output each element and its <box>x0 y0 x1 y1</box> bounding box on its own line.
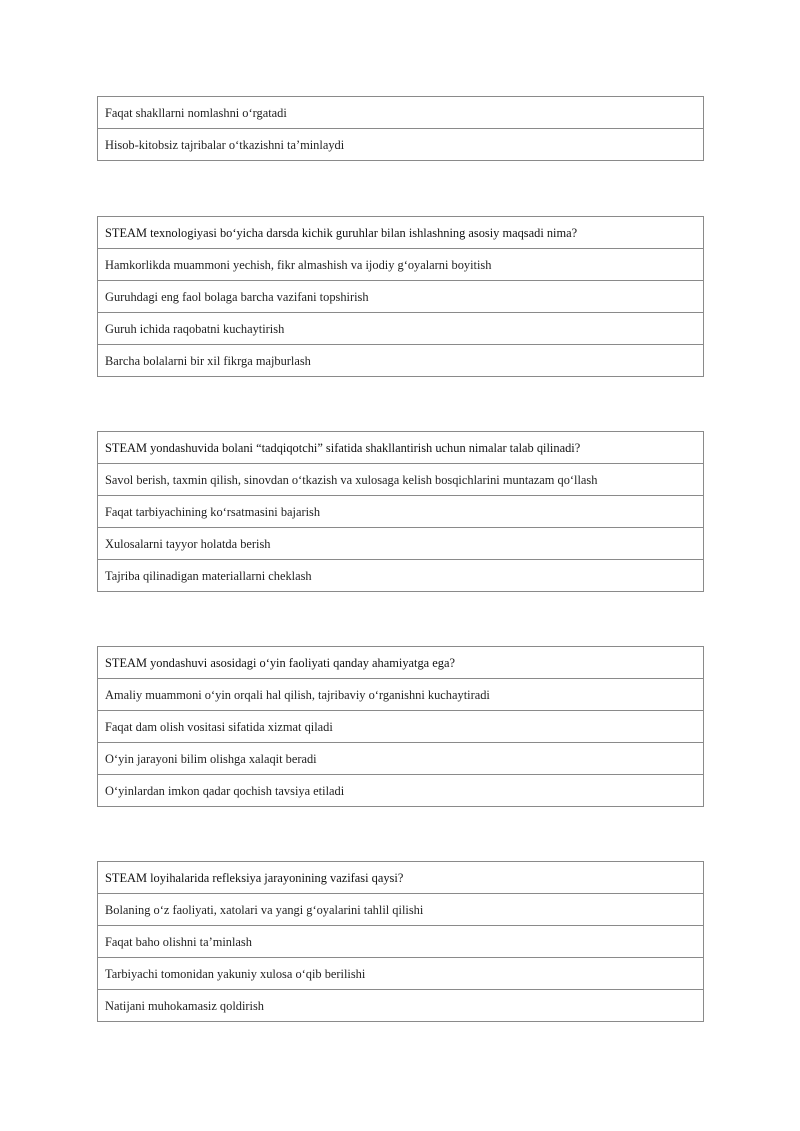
question-row <box>98 862 704 894</box>
answer-option <box>98 679 704 711</box>
answer-option-text: Faqat tarbiyachining koʻrsatmasini bajarish <box>98 496 704 528</box>
question-block-0 <box>97 96 704 161</box>
answer-option-text: Guruh ichida raqobatni kuchaytirish <box>98 313 704 345</box>
answer-option <box>98 528 704 560</box>
question-text: STEAM loyihalarida refleksiya jarayonining vazifasi qaysi? <box>98 862 704 894</box>
question-row <box>98 647 704 679</box>
answer-option <box>98 313 704 345</box>
answer-option <box>98 560 704 592</box>
answer-option-text: Tarbiyachi tomonidan yakuniy xulosa oʻqib berilishi <box>98 958 704 990</box>
answer-option <box>98 345 704 377</box>
answer-option-text: Xulosalarni tayyor holatda berish <box>98 528 704 560</box>
answer-option <box>98 926 704 958</box>
question-text: STEAM yondashuvi asosidagi oʻyin faoliyati qanday ahamiyatga ega? <box>98 647 704 679</box>
answer-option <box>98 281 704 313</box>
answer-option <box>98 711 704 743</box>
question-text: STEAM yondashuvida bolani “tadqiqotchi” sifatida shakllantirish uchun nimalar talab qilinadi? <box>98 432 704 464</box>
answer-option-text: Barcha bolalarni bir xil fikrga majburlash <box>98 345 704 377</box>
question-block-3 <box>97 646 704 807</box>
answer-option-text: Tajriba qilinadigan materiallarni cheklash <box>98 560 704 592</box>
answer-option <box>98 990 704 1022</box>
answer-option-text: Oʻyinlardan imkon qadar qochish tavsiya etiladi <box>98 775 704 807</box>
question-row <box>98 217 704 249</box>
answer-option-text: Guruhdagi eng faol bolaga barcha vazifani topshirish <box>98 281 704 313</box>
answer-option-text: Bolaning oʻz faoliyati, xatolari va yangi gʻoyalarini tahlil qilishi <box>98 894 704 926</box>
question-block-4 <box>97 861 704 1022</box>
answer-option-text: Natijani muhokamasiz qoldirish <box>98 990 704 1022</box>
answer-option <box>98 129 704 161</box>
answer-option <box>98 775 704 807</box>
answer-option-text: Faqat dam olish vositasi sifatida xizmat qiladi <box>98 711 704 743</box>
answer-option-text: Hisob-kitobsiz tajribalar oʻtkazishni ta’minlaydi <box>98 129 704 161</box>
question-block-2 <box>97 431 704 592</box>
answer-option-text: Faqat baho olishni ta’minlash <box>98 926 704 958</box>
question-block-1 <box>97 216 704 377</box>
answer-option <box>98 249 704 281</box>
answer-option <box>98 496 704 528</box>
question-text: STEAM texnologiyasi boʻyicha darsda kichik guruhlar bilan ishlashning asosiy maqsadi nima? <box>98 217 704 249</box>
answer-option <box>98 464 704 496</box>
answer-option <box>98 97 704 129</box>
answer-option <box>98 894 704 926</box>
answer-option-text: Faqat shakllarni nomlashni oʻrgatadi <box>98 97 704 129</box>
question-row <box>98 432 704 464</box>
answer-option-text: Hamkorlikda muammoni yechish, fikr almashish va ijodiy gʻoyalarni boyitish <box>98 249 704 281</box>
answer-option-text: Oʻyin jarayoni bilim olishga xalaqit beradi <box>98 743 704 775</box>
answer-option <box>98 958 704 990</box>
answer-option-text: Savol berish, taxmin qilish, sinovdan oʻtkazish va xulosaga kelish bosqichlarini muntazam qoʻllash <box>98 464 704 496</box>
answer-option <box>98 743 704 775</box>
answer-option-text: Amaliy muammoni oʻyin orqali hal qilish, tajribaviy oʻrganishni kuchaytiradi <box>98 679 704 711</box>
